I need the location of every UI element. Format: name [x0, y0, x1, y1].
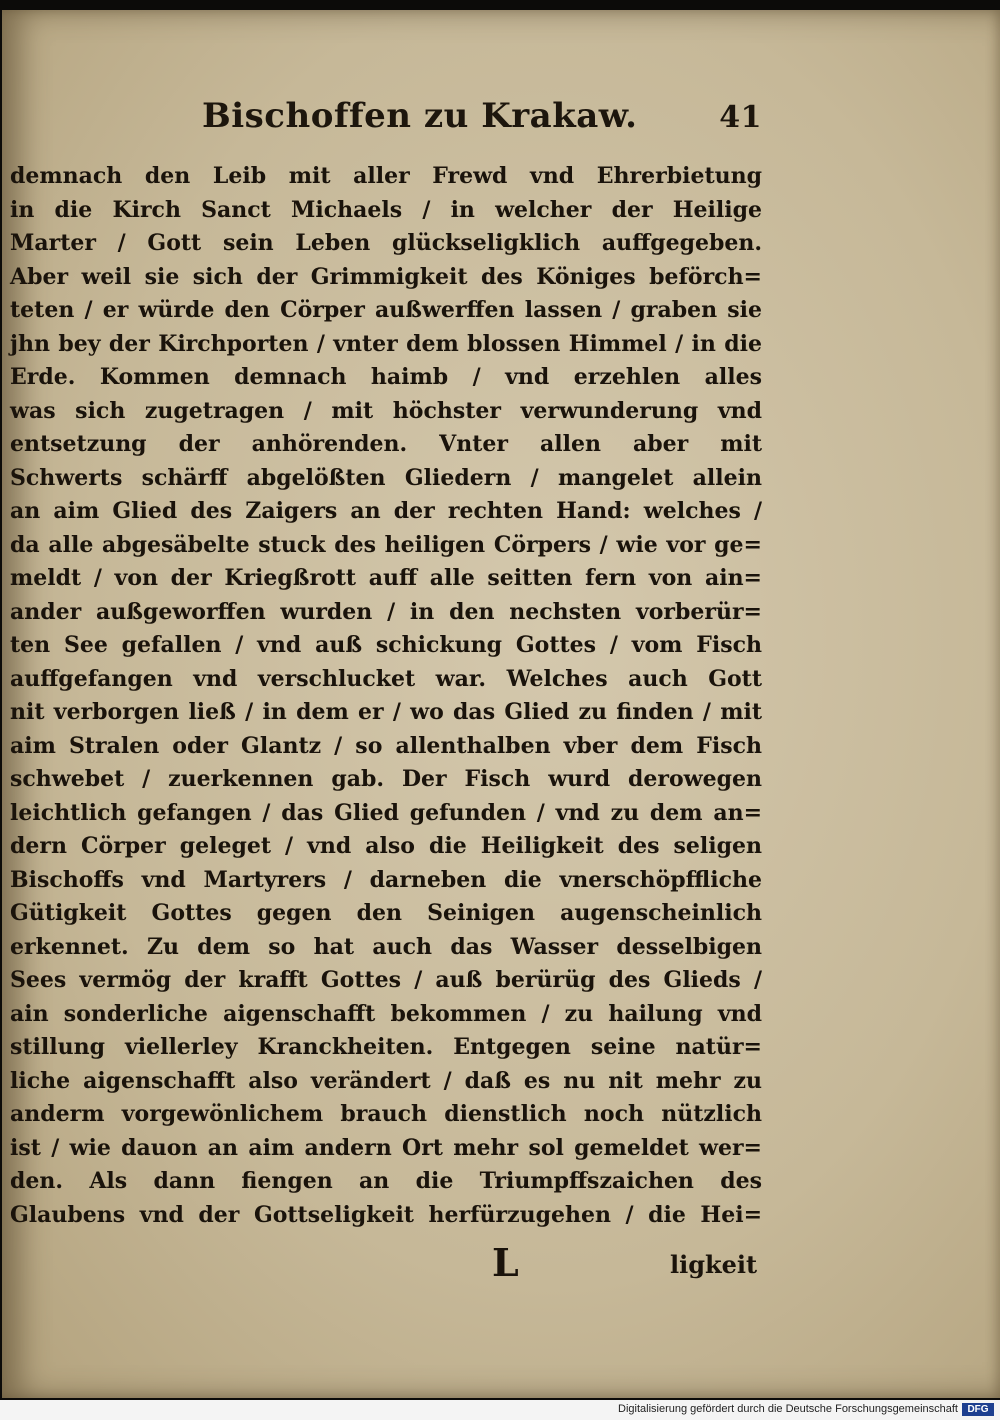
- catchword: ligkeit: [670, 1250, 758, 1279]
- signature-mark: L: [492, 1240, 519, 1285]
- text-line: ist / wie dauon an aim andern Ort mehr sol gemeldet wer=: [10, 1134, 762, 1161]
- funding-credit: Digitalisierung gefördert durch die Deutsche Forschungsgemeinschaft: [618, 1403, 958, 1415]
- text-line: Glaubens vnd der Gottseligkeit herfürzugehen / die Hei=: [10, 1201, 762, 1228]
- text-line: in die Kirch Sanct Michaels / in welcher der Heilige: [10, 196, 762, 223]
- text-line: Marter / Gott sein Leben glückseligklich auffgegeben.: [10, 230, 762, 256]
- dfg-logo: DFG: [962, 1403, 994, 1416]
- text-line: auffgefangen vnd verschlucket war. Welches auch Gott: [10, 665, 762, 692]
- text-line: Schwerts schärff abgelößten Gliedern / mangelet allein: [10, 464, 762, 491]
- text-line: ander außgeworffen wurden / in den nechsten vorberür=: [10, 598, 762, 625]
- text-line: den. Als dann fiengen an die Triumpffszaichen des: [10, 1168, 762, 1194]
- text-line: was sich zugetragen / mit höchster verwunderung vnd: [10, 397, 762, 424]
- text-line: Aber weil sie sich der Grimmigkeit des Königes beförch=: [10, 263, 762, 290]
- book-page: [2, 10, 1000, 1398]
- text-line: meldt / von der Kriegßrott auff alle seitten fern von ain=: [10, 565, 762, 591]
- footer-bar: [0, 1400, 1000, 1420]
- text-line: anderm vorgewönlichem brauch dienstlich noch nützlich: [10, 1101, 762, 1127]
- text-line: liche aigenschafft also verändert / daß es nu nit mehr zu: [10, 1067, 762, 1094]
- body-text: [10, 160, 762, 1232]
- running-head: [202, 96, 762, 146]
- text-line: teten / er würde den Cörper außwerffen lassen / graben sie: [10, 297, 762, 323]
- text-line: Erde. Kommen demnach haimb / vnd erzehlen alles: [10, 364, 762, 390]
- text-line: jhn bey der Kirchporten / vnter dem blossen Himmel / in die: [10, 330, 762, 357]
- folio-number: 41: [719, 100, 762, 135]
- text-line: ten See gefallen / vnd auß schickung Gottes / vom Fisch: [10, 632, 762, 658]
- text-line: aim Stralen oder Glantz / so allenthalben vber dem Fisch: [10, 732, 762, 759]
- text-line: erkennet. Zu dem so hat auch das Wasser desselbigen: [10, 933, 762, 960]
- text-line: nit verborgen ließ / in dem er / wo das Glied zu finden / mit: [10, 699, 762, 725]
- text-line: demnach den Leib mit aller Frewd vnd Ehrerbietung: [10, 163, 762, 189]
- text-line: da alle abgesäbelte stuck des heiligen Cörpers / wie vor ge=: [10, 531, 762, 558]
- text-line: entsetzung der anhörenden. Vnter allen aber mit: [10, 431, 762, 457]
- text-line: dern Cörper geleget / vnd also die Heiligkeit des seligen: [10, 833, 762, 859]
- text-line: Sees vermög der krafft Gottes / auß berürüg des Glieds /: [10, 967, 762, 993]
- text-line: Gütigkeit Gottes gegen den Seinigen augenscheinlich: [10, 900, 762, 926]
- text-line: schwebet / zuerkennen gab. Der Fisch wurd derowegen: [10, 766, 762, 792]
- text-line: stillung viellerley Kranckheiten. Entgegen seine natür=: [10, 1034, 762, 1060]
- text-line: leichtlich gefangen / das Glied gefunden / vnd zu dem an=: [10, 799, 762, 826]
- text-line: Bischoffs vnd Martyrers / darneben die vnerschöpffliche: [10, 866, 762, 893]
- text-line: an aim Glied des Zaigers an der rechten Hand: welches /: [10, 498, 762, 524]
- running-head-title: Bischoffen zu Krakaw.: [202, 96, 638, 136]
- text-line: ain sonderliche aigenschafft bekommen / zu hailung vnd: [10, 1000, 762, 1027]
